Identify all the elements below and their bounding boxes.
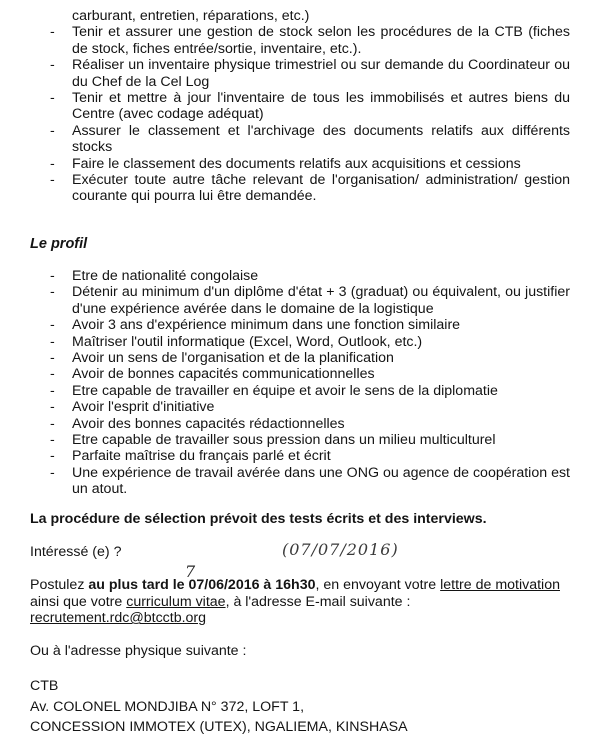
list-item: - Exécuter toute autre tâche relevant de l'organisation/ administration/ gestion courante qui pourra lui être demandée. [50, 172, 570, 205]
bullet-dash: - [50, 448, 55, 465]
bullet-dash: - [50, 24, 55, 41]
bullet-dash: - [50, 172, 55, 189]
handwritten-date-annotation: (07/07/2016) [282, 540, 399, 559]
bullet-dash: - [50, 399, 55, 416]
address-line: CONCESSION IMMOTEX (UTEX), NGALIEMA, KINSHASA [30, 719, 408, 735]
list-item: - Tenir et assurer une gestion de stock selon les procédures de la CTB (fiches de stock, fiches entrée/sortie, inventaire, etc.). [50, 24, 570, 57]
bullet-dash: - [50, 415, 55, 432]
bullet-dash: - [50, 268, 55, 284]
list-item: - Etre de nationalité congolaise [50, 268, 259, 284]
list-item: - Avoir un sens de l'organisation et de la planification [50, 350, 394, 367]
bullet-dash: - [50, 350, 55, 367]
list-item: - Maîtriser l'outil informatique (Excel, Word, Outlook, etc.) [50, 333, 423, 350]
list-item: - Détenir au minimum d'un diplôme d'état + 3 (graduat) ou équivalent, ou justifier d'une expérience avérée dans le domaine de la logistique [50, 284, 570, 317]
bullet-dash: - [50, 333, 55, 350]
email-address: recrutement.rdc@btcctb.org [30, 610, 207, 627]
bullet-dash: - [50, 155, 55, 172]
handwritten-correction-mark: 7 [185, 562, 196, 581]
list-item: - Une expérience de travail avérée dans une ONG ou agence de coopération est un atout. [50, 464, 570, 498]
interested-prompt: Intéressé (e) ? [30, 544, 122, 560]
bullet-dash: - [50, 284, 55, 301]
selection-procedure-note: La procédure de sélection prévoit des tests écrits et des interviews. [30, 511, 487, 527]
bullet-dash: - [50, 366, 55, 383]
address-line: Av. COLONEL MONDJIBA N° 372, LOFT 1, [30, 698, 305, 715]
list-item: - Réaliser un inventaire physique trimestriel ou sur demande du Coordinateur ou du Chef de la Cel Log [50, 57, 570, 90]
address-intro: Ou à l'adresse physique suivante : [30, 643, 247, 659]
list-item: - Tenir et mettre à jour l'inventaire de tous les immobilisés et autres biens du Centre (avec codage adéquat) [50, 90, 570, 123]
list-item: carburant, entretien, réparations, etc.) [72, 8, 310, 24]
motivation-letter-text: lettre de motivation [440, 577, 560, 593]
bullet-dash: - [50, 382, 55, 399]
bullet-dash: - [50, 432, 55, 449]
list-item: - Avoir des bonnes capacités rédactionnelles [50, 415, 345, 432]
list-item: - Faire le classement des documents relatifs aux acquisitions et cessions [50, 155, 521, 172]
application-deadline: au plus tard le 07/06/2016 à 16h30 [88, 577, 316, 593]
bullet-dash: - [50, 90, 55, 107]
application-instructions: Postulez au plus tard le 07/06/2016 à 16h30, en envoyant votre lettre de motivation ainsi que votre curriculum vitae, à l'adresse E-mail suivante : recrutement.rdc@btcctb.org [30, 577, 560, 627]
tasks-list-continued [0, 8, 600, 205]
list-item: - Assurer le classement et l'archivage des documents relatifs aux différents stocks [50, 122, 570, 156]
bullet-dash: - [50, 464, 55, 481]
list-item: - Etre capable de travailler en équipe et avoir le sens de la diplomatie [50, 382, 498, 399]
bullet-dash: - [50, 122, 55, 139]
section-heading-profile: Le profil [30, 236, 88, 252]
profile-list [0, 268, 600, 498]
list-item: - Avoir l'esprit d'initiative [50, 399, 215, 416]
list-item: - Avoir 3 ans d'expérience minimum dans une fonction similaire [50, 317, 461, 334]
bullet-dash: - [50, 317, 55, 334]
list-item: - Parfaite maîtrise du français parlé et écrit [50, 448, 331, 465]
address-line: CTB [30, 678, 59, 694]
bullet-dash: - [50, 57, 55, 74]
list-item: - Avoir de bonnes capacités communicationnelles [50, 366, 375, 383]
postal-address [30, 676, 408, 738]
cv-text: curriculum vitae [126, 593, 226, 610]
list-item: - Etre capable de travailler sous pression dans un milieu multiculturel [50, 432, 496, 449]
